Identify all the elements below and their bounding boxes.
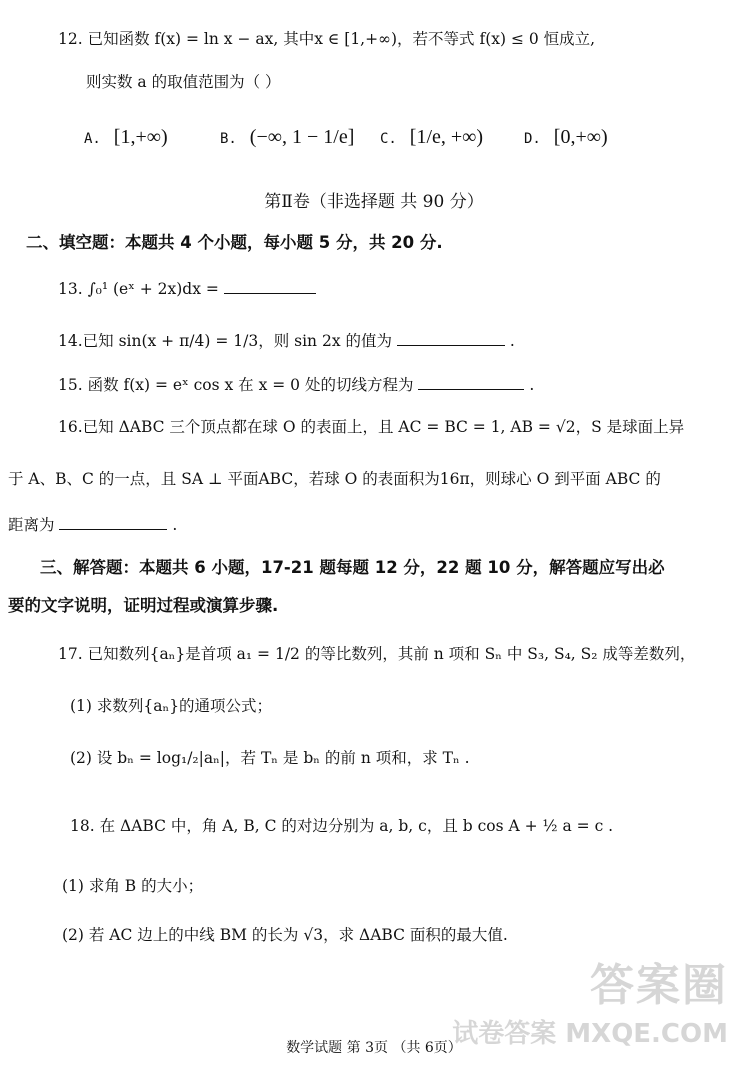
q17-part2: (2) 设 bₙ = log₁/₂|aₙ|，若 Tₙ 是 bₙ 的前 n 项和，求 Tₙ . — [70, 749, 470, 767]
q12-choice-b — [220, 126, 354, 149]
q17-stem: 17. 已知数列{aₙ}是首项 a₁ = 1/2 的等比数列，其前 n 项和 Sₙ 中 S₃, S₄, S₂ 成等差数列， — [58, 645, 696, 663]
q13-text: 13. ∫₀¹ (eˣ + 2x)dx = — [58, 280, 219, 298]
q12-line2: 则实数 a 的取值范围为（ ） — [86, 73, 281, 91]
q12-choice-d — [524, 126, 608, 149]
watermark-text: 试卷答案 MXQE.COM — [452, 1019, 728, 1049]
q16-line3-end: . — [172, 516, 178, 534]
q15-end: . — [529, 376, 535, 394]
q12-choice-c — [380, 126, 483, 149]
choice-value: (−∞, 1 − 1/e] — [249, 126, 355, 148]
section3-heading-line2: 要的文字说明，证明过程或演算步骤. — [8, 596, 279, 615]
q15 — [58, 376, 534, 395]
q14 — [58, 332, 515, 351]
q14-text: 14.已知 sin(x + π/4) = 1/3，则 sin 2x 的值为 — [58, 332, 392, 350]
q15-text: 15. 函数 f(x) = eˣ cos x 在 x = 0 处的切线方程为 — [58, 376, 414, 394]
q16-line3-prefix: 距离为 — [8, 516, 55, 534]
q18-stem: 18. 在 ΔABC 中，角 A, B, C 的对边分别为 a, b, c，且 b cos A + ½ a = c . — [70, 817, 614, 835]
choice-letter: A. — [84, 131, 101, 147]
q15-answer-blank — [418, 388, 524, 390]
part2-title: 第Ⅱ卷（非选择题 共 90 分） — [264, 192, 484, 212]
choice-value: [1/e, +∞) — [409, 126, 484, 148]
q16-line2: 于 A、B、C 的一点，且 SA ⊥ 平面ABC，若球 O 的表面积为16π，则球心 O 到平面 ABC 的 — [8, 470, 661, 488]
watermark — [452, 949, 728, 1050]
choice-letter: D. — [524, 131, 541, 147]
q14-answer-blank — [397, 344, 505, 346]
watermark-logo: 答案圈 — [590, 960, 728, 1011]
q13 — [58, 280, 316, 299]
q12-line1: 12. 已知函数 f(x) = ln x − ax, 其中x ∈ [1,+∞)，若不等式 f(x) ≤ 0 恒成立, — [58, 30, 596, 48]
q16-line1: 16.已知 ΔABC 三个顶点都在球 O 的表面上，且 AC = BC = 1, AB = √2，S 是球面上异 — [58, 418, 685, 436]
section3-heading-line1: 三、解答题：本题共 6 小题，17-21 题每题 12 分，22 题 10 分，解答题应写出必 — [40, 558, 665, 577]
q18-part1: (1) 求角 B 的大小； — [62, 877, 204, 895]
choice-value: [0,+∞) — [553, 126, 608, 148]
q12-choice-a — [84, 126, 168, 149]
q13-answer-blank — [224, 292, 316, 294]
q14-end: . — [509, 332, 515, 350]
section2-heading: 二、填空题：本题共 4 个小题，每小题 5 分，共 20 分. — [26, 233, 443, 252]
q16-line3 — [8, 516, 177, 535]
choice-letter: C. — [380, 131, 397, 147]
q18-part2: (2) 若 AC 边上的中线 BM 的长为 √3，求 ΔABC 面积的最大值. — [62, 926, 508, 944]
page-footer: 数学试题 第 3页 （共 6页） — [286, 1040, 462, 1056]
q16-answer-blank — [59, 528, 167, 530]
choice-value: [1,+∞) — [113, 126, 168, 148]
choice-letter: B. — [220, 131, 237, 147]
q17-part1: (1) 求数列{aₙ}的通项公式； — [70, 697, 273, 715]
